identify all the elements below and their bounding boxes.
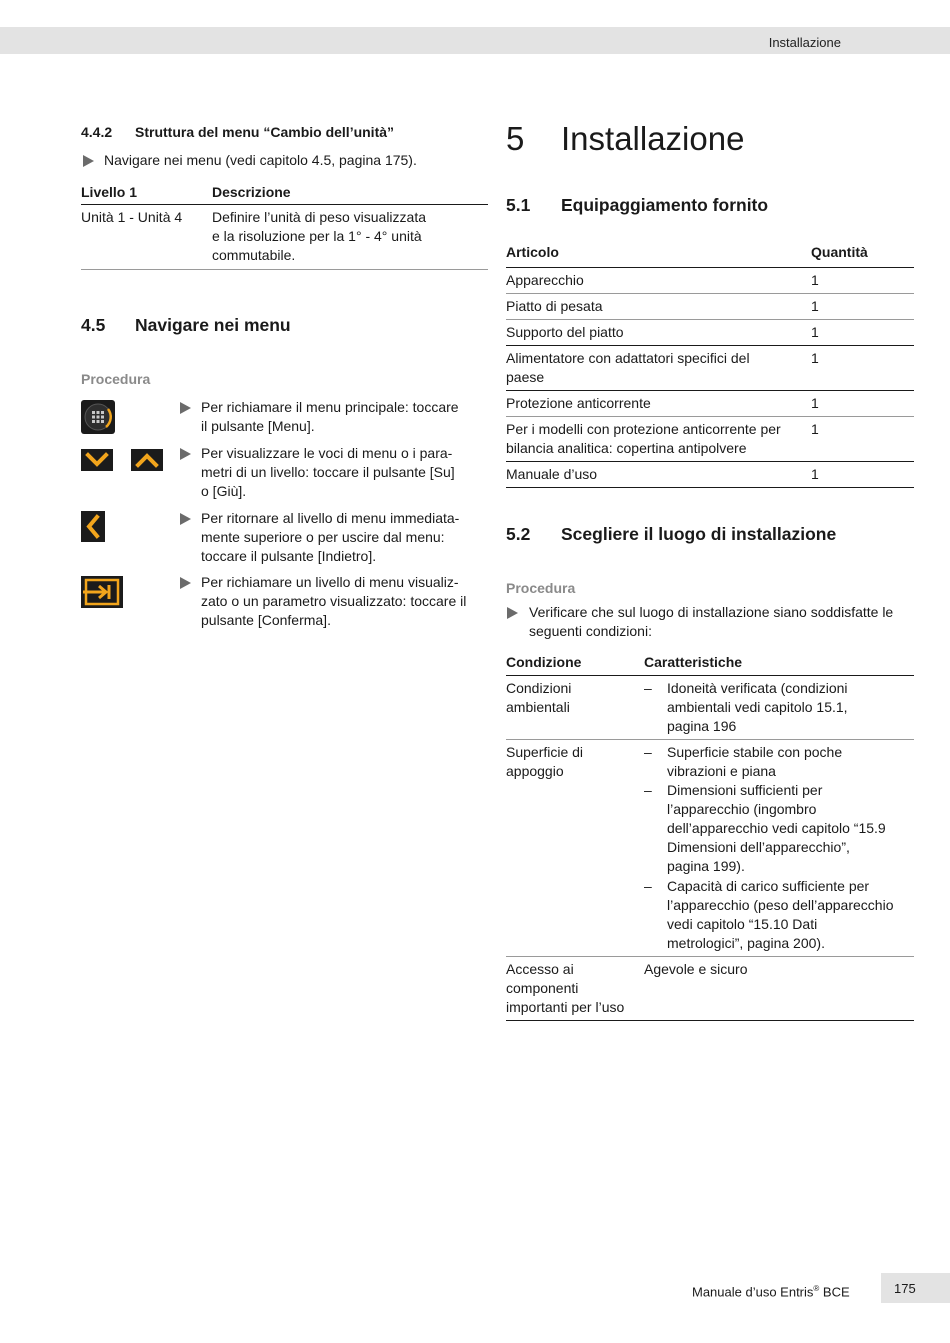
section-5-2-heading (506, 524, 837, 544)
confirm-icon (81, 576, 123, 608)
table-cell-condition: Superficie di appoggio (506, 744, 584, 779)
table-cell-condition: Condizioni ambientali (506, 680, 572, 715)
row-divider (506, 319, 914, 320)
page-number-box (881, 1273, 950, 1303)
menu-icon (81, 400, 115, 434)
dash-bullet: – (644, 782, 652, 798)
table-header-characteristics: Caratteristiche (644, 654, 743, 670)
bullet-triangle-icon (180, 402, 191, 414)
table-cell-qty: 1 (811, 298, 819, 314)
table-cell-qty: 1 (811, 395, 819, 411)
bullet-triangle-icon (83, 155, 94, 167)
procedure-label: Procedura (506, 580, 576, 596)
step-text: Verificare che sul luogo di installazione siano soddisfatte le seguenti condizioni: (529, 604, 894, 639)
row-divider (506, 345, 914, 346)
chevron-left-icon (81, 511, 105, 542)
page-number: 175 (894, 1281, 916, 1296)
chapter-title: Installazione (561, 120, 745, 157)
section-title: Struttura del menu “Cambio dell’unità” (135, 124, 395, 140)
table-row: Per i modelli con protezione anticorrente per bilancia analitica: copertina antipolvere (506, 421, 781, 456)
table-cell-qty: 1 (811, 272, 819, 288)
procedure-label: Procedura (81, 371, 151, 387)
table-bottom-rule (506, 487, 914, 488)
section-number: 5.2 (506, 524, 531, 544)
row-divider (506, 293, 914, 294)
table-cell-qty: 1 (811, 350, 819, 366)
table-header-description: Descrizione (212, 184, 291, 200)
table-cell-qty: 1 (811, 421, 819, 437)
section-number: 5.1 (506, 195, 531, 215)
chevron-up-icon (131, 449, 163, 471)
section-4-5-heading (81, 315, 291, 335)
table-header-quantity: Quantità (811, 244, 868, 260)
step-text: Per ritornare al livello di menu immediata- mente superiore o per uscire dal menu: toccare il pulsante [Indietro]. (201, 510, 460, 564)
table-divider (506, 267, 914, 268)
table-divider (506, 675, 914, 676)
table-cell-condition: Accesso ai componenti importanti per l’uso (506, 961, 625, 1015)
header-section-title: Installazione (768, 35, 841, 50)
table-header-article: Articolo (506, 244, 559, 260)
dash-bullet: – (644, 680, 652, 696)
bullet-triangle-icon (507, 607, 518, 619)
row-divider (506, 461, 914, 462)
table-bottom-rule (81, 269, 488, 270)
table-row: Supporto del piatto (506, 324, 624, 340)
table-cell-description: Definire l’unità di peso visualizzata e la risoluzione per la 1° - 4° unità commutabile. (212, 209, 426, 263)
chapter-number: 5 (506, 120, 525, 157)
table-bottom-rule (506, 1020, 914, 1021)
table-cell-characteristics: Agevole e sicuro (644, 961, 748, 977)
chapter-heading (506, 120, 745, 158)
table-row: Apparecchio (506, 272, 584, 288)
section-4-4-2-heading (81, 123, 395, 142)
step-text: Per visualizzare le voci di menu o i para- metri di un livello: toccare il pulsante [Su] o [Giù]. (201, 445, 455, 499)
row-divider (506, 416, 914, 417)
section-title: Navigare nei menu (135, 315, 291, 335)
row-divider (506, 956, 914, 957)
table-cell-level: Unità 1 - Unità 4 (81, 209, 183, 225)
table-row: Alimentatore con adattatori specifici del paese (506, 350, 750, 385)
section-5-1-heading (506, 195, 769, 215)
footer-manual-title: Manuale d’uso Entris® BCE (692, 1284, 850, 1300)
step-text: Navigare nei menu (vedi capitolo 4.5, pagina 175). (104, 152, 417, 168)
table-header-level: Livello 1 (81, 184, 138, 200)
table-cell-qty: 1 (811, 324, 819, 340)
table-cell-qty: 1 (811, 466, 819, 482)
dash-bullet: – (644, 744, 652, 760)
table-row: Manuale d’uso (506, 466, 598, 482)
row-divider (506, 739, 914, 740)
bullet-triangle-icon (180, 448, 191, 460)
table-divider (81, 204, 488, 205)
header-bar (0, 27, 950, 54)
chevron-down-icon (81, 449, 113, 471)
table-row: Piatto di pesata (506, 298, 603, 314)
section-number: 4.5 (81, 315, 106, 335)
step-text: Per richiamare un livello di menu visualiz- zato o un parametro visualizzato: toccare il pulsante [Conferma]. (201, 574, 467, 628)
dash-bullet: – (644, 878, 652, 894)
bullet-triangle-icon (180, 513, 191, 525)
table-row: Protezione anticorrente (506, 395, 651, 411)
table-header-condition: Condizione (506, 654, 582, 670)
row-divider (506, 390, 914, 391)
step-text: Per richiamare il menu principale: toccare il pulsante [Menu]. (201, 399, 459, 434)
section-number: 4.4.2 (81, 124, 113, 140)
bullet-triangle-icon (180, 577, 191, 589)
section-title: Scegliere il luogo di installazione (561, 524, 837, 544)
section-title: Equipaggiamento fornito (561, 195, 769, 215)
